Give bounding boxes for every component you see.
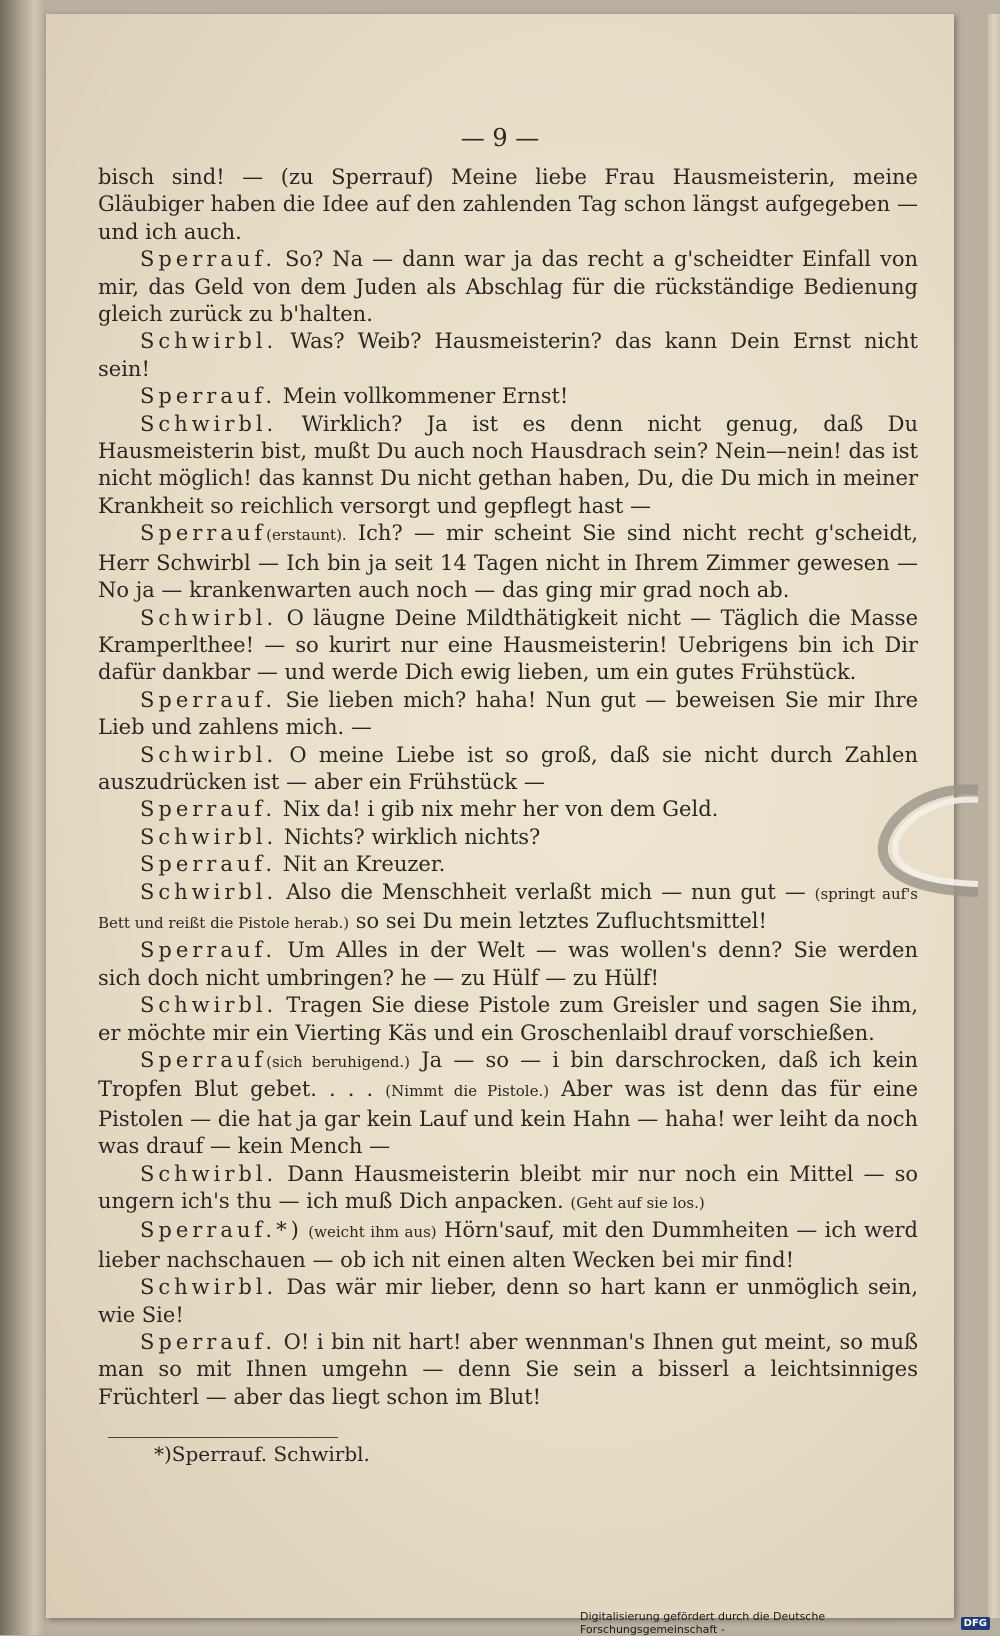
- speaker-name: Sperrauf.: [140, 797, 277, 822]
- dialogue-paragraph: [98, 687, 918, 742]
- credit-text: Digitalisierung gefördert durch die Deutsche Forschungsgemeinschaft -: [580, 1610, 826, 1636]
- dialogue-paragraph: [98, 879, 918, 938]
- dialogue-paragraph: [98, 411, 918, 521]
- page-text: [98, 164, 918, 1411]
- dialogue-text: Um Alles in der Welt — was wollen's denn? Sie werden sich doch nicht umbringen? he — zu Hülf — zu Hülf!: [98, 938, 918, 990]
- speaker-name: Sperrauf.: [140, 852, 277, 877]
- speaker-name: Schwirbl.: [140, 824, 278, 849]
- speaker-name: Schwirbl.: [140, 879, 278, 904]
- stage-direction: (weicht ihm aus): [302, 1223, 437, 1242]
- digitization-credit: [580, 1610, 990, 1636]
- dialogue-text: Nit an Kreuzer.: [276, 852, 446, 877]
- dialogue-paragraph: [98, 796, 918, 823]
- dialogue-paragraph: [98, 328, 918, 383]
- book-page: [46, 14, 954, 1618]
- dialogue-text: Nix da! i gib nix mehr her von dem Geld.: [276, 797, 719, 822]
- dialogue-paragraph: [98, 520, 918, 604]
- dialogue-paragraph: [98, 937, 918, 992]
- dialogue-text: Sie lieben mich? haha! Nun gut — beweisen Sie mir Ihre Lieb und zahlens mich. —: [98, 687, 918, 740]
- dialogue-text: O! i bin nit hart! aber wennman's Ihnen gut meint, so muß man so mit Ihnen umgehn — denn Sie sein a bisserl a leichtsinniges Früchterl — aber das liegt schon im Blut!: [98, 1330, 918, 1409]
- speaker-name: Sperrauf.: [140, 1330, 277, 1355]
- footnote: *)Sperrauf. Schwirbl.: [154, 1442, 370, 1466]
- speaker-name: Sperrauf: [140, 1048, 267, 1072]
- speaker-name: Sperrauf: [140, 521, 267, 546]
- dialogue-text: Dann Hausmeisterin bleibt mir nur noch ein Mittel — so ungern ich's thu — ich muß Dich anpacken.: [98, 1161, 918, 1214]
- dialogue-paragraph: [98, 1047, 918, 1161]
- page-number: — 9 —: [460, 124, 540, 152]
- dialogue-text: O läugne Deine Mildthätigkeit nicht — Täglich die Masse Kramperlthee! — so kurirt nur eine Hausmeisterin! Uebrigens bin ich Dir dafür dankbar — und werde Dich ewig lieben, um ein gutes Frühstück.: [98, 605, 918, 685]
- dialogue-text: Das wär mir lieber, denn so hart kann er unmöglich sein, wie Sie!: [98, 1275, 918, 1327]
- dialogue-paragraph: [98, 851, 918, 878]
- dialogue-paragraph: [98, 246, 918, 328]
- footnote-rule: [108, 1437, 338, 1438]
- dialogue-paragraph: [98, 1161, 918, 1218]
- speaker-name: Sperrauf.: [140, 938, 277, 963]
- dialogue-text: Aber was ist denn das für eine Pistolen — die hat ja gar kein Lauf und kein Hahn — haha! wer leiht da noch was drauf — kein Mench —: [98, 1077, 918, 1159]
- dialogue-text: Tragen Sie diese Pistole zum Greisler und sagen Sie ihm, er möchte mir ein Vierting Käs und ein Groschenlaibl drauf vorschießen.: [98, 993, 918, 1045]
- dialogue-paragraph: [98, 383, 918, 410]
- dialogue-paragraph: [98, 1274, 918, 1329]
- speaker-name: Schwirbl.: [140, 742, 278, 767]
- speaker-name: Schwirbl.: [140, 1275, 278, 1300]
- dialogue-text: so sei Du mein letztes Zufluchtsmittel!: [349, 908, 767, 933]
- dialogue-text: Nichts? wirklich nichts?: [277, 824, 541, 849]
- dialogue-text: Mein vollkommener Ernst!: [276, 384, 569, 409]
- speaker-name: Schwirbl.: [140, 411, 278, 436]
- speaker-name: Sperrauf.: [140, 247, 277, 272]
- dialogue-paragraph: [98, 164, 918, 246]
- stage-direction: (erstaunt).: [266, 526, 347, 545]
- dialogue-paragraph: [98, 1329, 918, 1411]
- speaker-name: Schwirbl.: [140, 329, 278, 354]
- binding-edge: [0, 0, 46, 1635]
- stage-direction: (Geht auf sie los.): [570, 1194, 705, 1213]
- dfg-logo: DFG: [961, 1617, 990, 1630]
- dialogue-paragraph: [98, 824, 918, 851]
- dialogue-text: Hörn'sauf, mit den Dummheiten — ich werd lieber nachschauen — ob ich nit einen alten Wecken bei mir find!: [98, 1218, 918, 1272]
- dialogue-text: Also die Menschheit verlaßt mich — nun gut —: [277, 879, 815, 904]
- page-fore-edge: [988, 14, 1000, 1618]
- dialogue-text: So? Na — dann war ja das recht a g'scheidter Einfall von mir, das Geld von dem Juden als Abschlag für die rückständige Bedienung gleich zurück zu b'halten.: [98, 247, 918, 327]
- speaker-name: Schwirbl.: [140, 993, 278, 1018]
- dialogue-text: O meine Liebe ist so groß, daß sie nicht durch Zahlen auszudrücken ist — aber ein Frühstück —: [98, 742, 918, 794]
- dialogue-paragraph: [98, 992, 918, 1047]
- speaker-name: Sperrauf.: [140, 384, 277, 409]
- dialogue-paragraph: [98, 605, 918, 687]
- speaker-name: Schwirbl.: [140, 1161, 278, 1186]
- dialogue-text: Was? Weib? Hausmeisterin? das kann Dein Ernst nicht sein!: [98, 329, 918, 381]
- dialogue-text: Ich? — mir scheint Sie sind nicht recht g'scheidt, Herr Schwirbl — Ich bin ja seit 14 Tagen nicht in Ihrem Zimmer gewesen — No ja — krankenwarten auch noch — das ging mir grad noch ab.: [98, 521, 918, 603]
- speaker-name: Sperrauf.: [140, 687, 277, 712]
- page-clip-icon: [868, 780, 988, 900]
- speaker-name: Sperrauf.*): [140, 1218, 303, 1243]
- dialogue-text: Ja — so — i bin darschrocken, daß ich kein Tropfen Blut gebet. . . .: [98, 1048, 919, 1102]
- dialogue-paragraph: [98, 742, 918, 797]
- stage-direction: (sich beruhigend.): [266, 1053, 410, 1071]
- dialogue-paragraph: [98, 1217, 918, 1274]
- dialogue-text: bisch sind! — (zu Sperrauf) Meine liebe Frau Hausmeisterin, meine Gläubiger haben die Idee auf den zahlenden Tag schon längst aufgegeben — und ich auch.: [98, 165, 918, 244]
- stage-direction: (Nimmt die Pistole.): [385, 1082, 550, 1101]
- speaker-name: Schwirbl.: [140, 605, 278, 630]
- dialogue-text: Wirklich? Ja ist es denn nicht genug, daß Du Hausmeisterin bist, mußt Du auch noch Hausdrach sein? Nein—nein! das ist nicht möglich! das kannst Du nicht gethan haben, Du, die Du mich in meiner Krankheit so reichlich versorgt und gepflegt hast —: [98, 411, 918, 518]
- stage-direction: (springt auf's Bett und reißt die Pistole herab.): [98, 884, 918, 932]
